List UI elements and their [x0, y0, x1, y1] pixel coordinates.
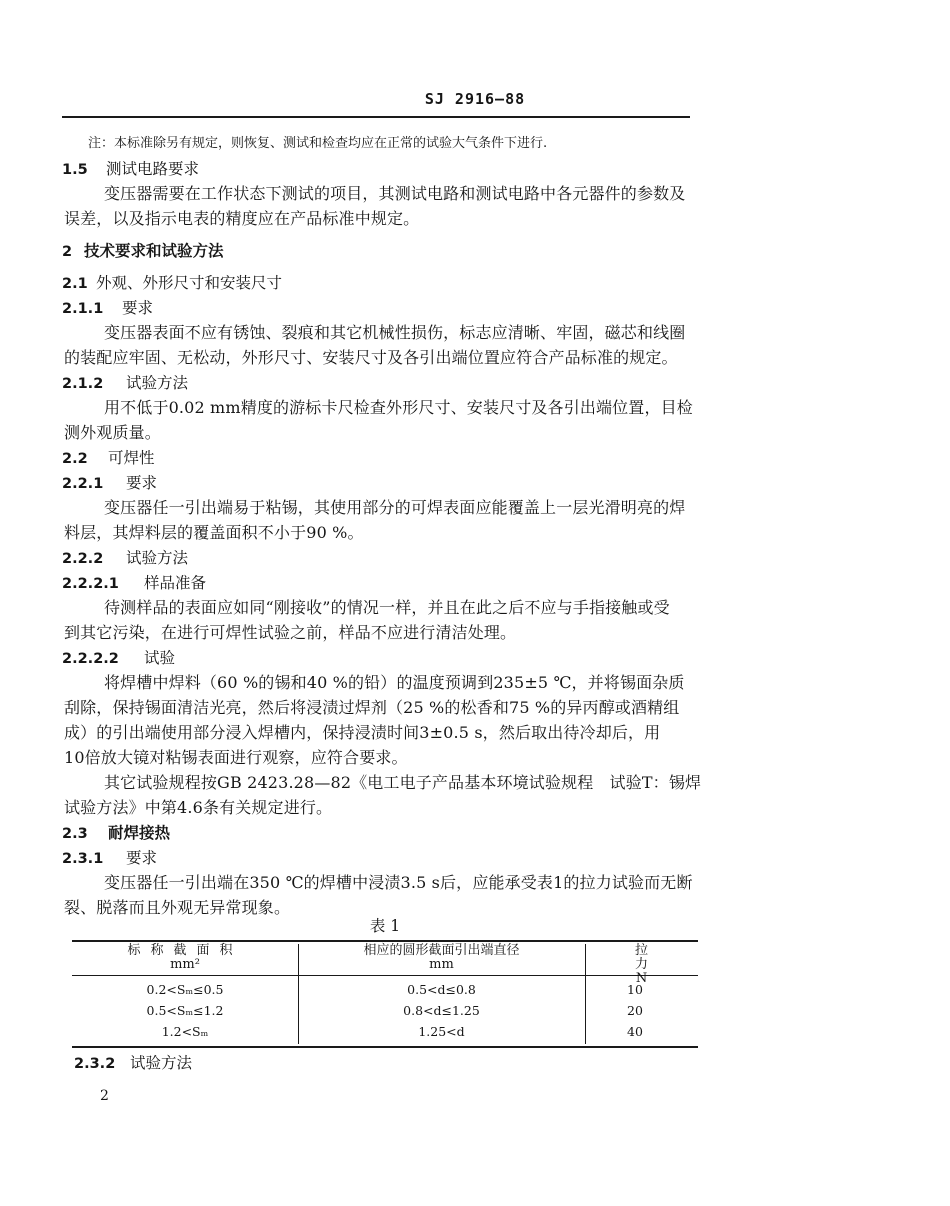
section-title: 要求 [126, 474, 158, 492]
section-2-1-2-heading [62, 372, 188, 395]
note-line: 注：本标准除另有规定，则恢复、测试和检查均应在正常的试验大气条件下进行. [88, 136, 548, 151]
section-1-5-heading [62, 158, 199, 181]
section-2-2-1-heading [62, 472, 157, 495]
section-title: 试验方法 [126, 374, 189, 392]
section-2-heading [62, 240, 224, 263]
section-title: 要求 [126, 849, 158, 867]
paragraph-line: 变压器任一引出端在350 ℃的焊槽中浸渍3.5 s后，应能承受表1的拉力试验而无断 [104, 873, 693, 892]
section-2-2-2-1-heading [62, 572, 206, 595]
section-title: 测试电路要求 [106, 160, 200, 178]
table-cell: 0.5<Sₘ≤1.2 [146, 1003, 224, 1018]
table-cell: 1.25<d [418, 1024, 465, 1039]
header-text: 拉力 [634, 943, 688, 972]
table-caption: 表 1 [369, 917, 401, 935]
paragraph-line: 误差，以及指示电表的精度应在产品标准中规定。 [64, 209, 420, 228]
section-title: 外观、外形尺寸和安装尺寸 [96, 274, 283, 292]
section-2-3-2-heading [74, 1052, 192, 1075]
table-header-cell [298, 944, 585, 972]
section-title: 试验 [144, 649, 176, 667]
section-title: 试验方法 [126, 549, 189, 567]
table-header-cell [585, 944, 698, 986]
table-cell: 1.2<Sₘ [161, 1024, 209, 1039]
paragraph-line: 变压器任一引出端易于粘锡，其使用部分的可焊表面应能覆盖上一层光滑明亮的焊 [104, 498, 686, 517]
section-2-1-1-heading [62, 297, 153, 320]
paragraph-line: 试验方法》中第4.6条有关规定进行。 [64, 798, 333, 817]
paragraph-line: 将焊槽中焊料（60 %的锡和40 %的铅）的温度预调到235±5 ℃，并将锡面杂质 [104, 673, 685, 692]
paragraph-line: 测外观质量。 [64, 423, 161, 442]
section-2-2-2-heading [62, 547, 188, 570]
paragraph-line: 其它试验规程按GB 2423.28—82《电工电子产品基本环境试验规程 试验T：锡焊 [104, 773, 702, 792]
section-2-2-2-2-heading [62, 647, 175, 670]
section-2-3-1-heading [62, 847, 157, 870]
table-cell: 0.2<Sₘ≤0.5 [146, 982, 224, 997]
section-number: 2.2.2.1 [62, 576, 119, 592]
header-rule [62, 116, 690, 118]
header-unit: mm [429, 957, 454, 972]
section-number: 1.5 [62, 162, 88, 178]
section-title: 试验方法 [130, 1054, 193, 1072]
section-title: 样品准备 [144, 574, 207, 592]
section-title: 技术要求和试验方法 [84, 241, 224, 260]
section-2-1-heading [62, 272, 282, 295]
table-cell: 40 [627, 1024, 643, 1039]
table-bottom-rule [72, 1046, 698, 1048]
paragraph-line: 刮除，保持锡面清洁光亮，然后将浸渍过焊剂（25 %的松香和75 %的异丙醇或酒精组 [64, 698, 680, 717]
section-number: 2.2 [62, 451, 88, 467]
paragraph-line: 料层，其焊料层的覆盖面积不小于90 %。 [64, 523, 364, 542]
paragraph-line: 到其它污染，在进行可焊性试验之前，样品不应进行清洁处理。 [64, 623, 517, 642]
paragraph-line: 10倍放大镜对粘锡表面进行观察，应符合要求。 [64, 748, 408, 767]
section-number: 2.1.1 [62, 301, 104, 317]
table-header-cell [72, 944, 298, 972]
section-number: 2.1 [62, 276, 88, 292]
section-number: 2.2.1 [62, 476, 104, 492]
section-2-3-heading [62, 822, 170, 845]
section-title: 可焊性 [108, 449, 155, 467]
paragraph-line: 待测样品的表面应如同“刚接收”的情况一样，并且在此之后不应与手指接触或受 [104, 598, 670, 617]
paragraph-line: 成）的引出端使用部分浸入焊槽内，保持浸渍时间3±0.5 s，然后取出待冷却后，用 [64, 723, 661, 742]
paragraph-line: 的装配应牢固、无松动，外形尺寸、安装尺寸及各引出端位置应符合产品标准的规定。 [64, 348, 678, 367]
table-top-rule [72, 940, 698, 942]
section-title: 耐焊接热 [108, 823, 171, 842]
paragraph-line: 变压器需要在工作状态下测试的项目，其测试电路和测试电路中各元器件的参数及 [104, 184, 686, 203]
section-number: 2.2.2 [62, 551, 104, 567]
section-number: 2.3.1 [62, 851, 104, 867]
standard-code: SJ 2916—88 [424, 90, 526, 108]
page-number: 2 [100, 1088, 109, 1104]
section-title: 要求 [122, 299, 154, 317]
header-unit: mm² [170, 957, 200, 972]
section-number: 2 [62, 244, 73, 260]
header-text: 标称截面积 [127, 943, 243, 958]
table-cell: 10 [627, 982, 643, 997]
table-cell: 0.5<d≤0.8 [407, 982, 476, 997]
section-number: 2.3.2 [74, 1056, 116, 1072]
paragraph-line: 用不低于0.02 mm精度的游标卡尺检查外形尺寸、安装尺寸及各引出端位置，目检 [104, 398, 693, 417]
section-number: 2.1.2 [62, 376, 104, 392]
paragraph-line: 变压器表面不应有锈蚀、裂痕和其它机械性损伤，标志应清晰、牢固，磁芯和线圈 [104, 323, 686, 342]
section-2-2-heading [62, 447, 155, 470]
section-number: 2.2.2.2 [62, 651, 119, 667]
table-cell: 20 [627, 1003, 643, 1018]
header-unit: N [635, 971, 648, 986]
header-text: 相应的圆形截面引出端直径 [363, 943, 520, 958]
paragraph-line: 裂、脱落而且外观无异常现象。 [64, 898, 291, 917]
section-number: 2.3 [62, 826, 88, 842]
table-cell: 0.8<d≤1.25 [403, 1003, 480, 1018]
